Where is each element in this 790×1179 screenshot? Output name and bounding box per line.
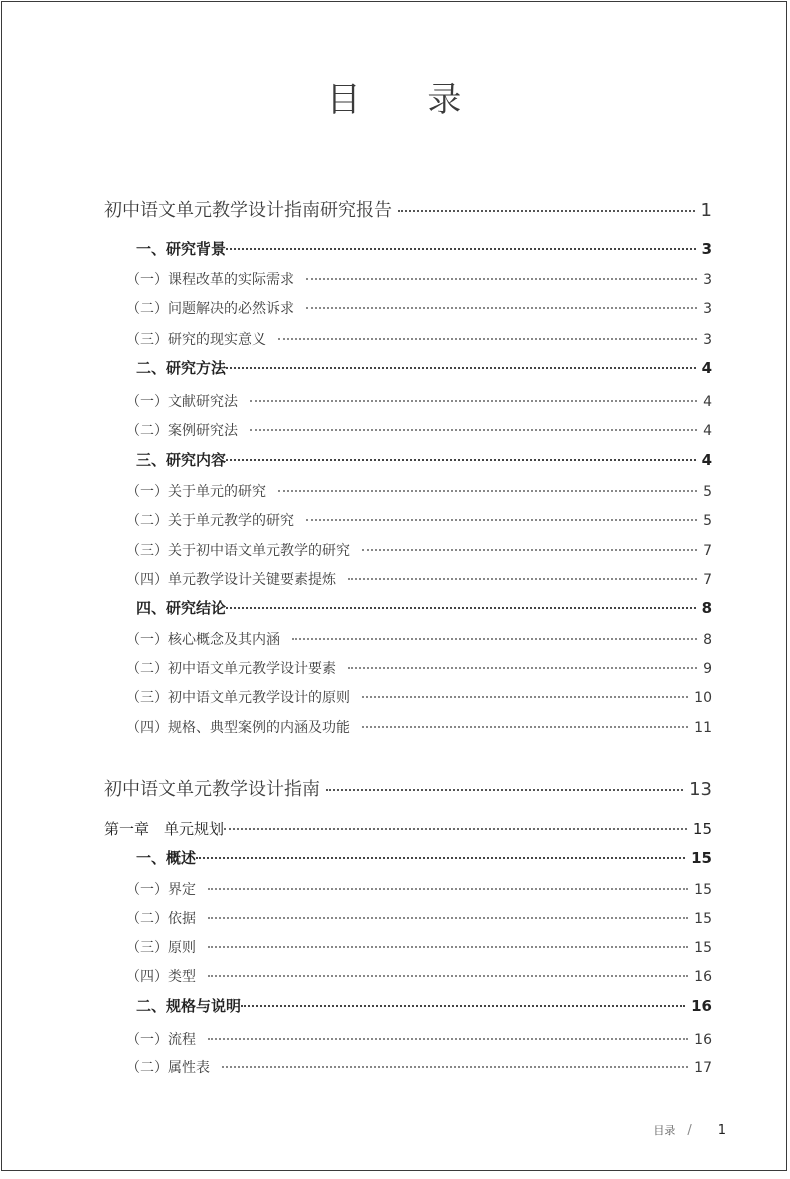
toc-page-number: 15 [692,820,712,838]
dot-leader [362,726,688,728]
toc-label: （二）初中语文单元教学设计要素 [126,661,336,677]
toc-page-number: 4 [703,394,712,410]
dot-leader [224,828,687,830]
toc-section[interactable] [136,449,712,470]
dot-leader [226,248,696,250]
toc-subsection[interactable] [126,269,712,289]
toc-section[interactable] [136,995,712,1016]
toc-page [1,1,787,1171]
toc-chapter[interactable] [104,818,712,839]
toc-label: 第一章 单元规划 [104,820,225,838]
dot-leader [226,459,696,461]
toc-label: （四）类型 [126,969,196,985]
toc-page-number: 15 [691,849,712,867]
footer-separator: / [687,1123,692,1138]
dot-leader [278,338,697,340]
toc-section[interactable] [136,847,712,868]
toc-part[interactable] [104,775,712,801]
toc-label: （一）课程改革的实际需求 [126,272,294,288]
toc-page-number: 8 [701,599,712,617]
toc-subsection[interactable] [126,658,712,678]
toc-page-number: 16 [694,969,712,985]
toc-page-number: 17 [694,1060,712,1076]
toc-label: 二、研究方法 [136,359,227,377]
dot-leader [398,210,695,212]
toc-subsection[interactable] [126,1057,712,1077]
page-title: 目 录 [326,80,490,120]
toc-page-number: 4 [701,451,712,469]
toc-label: （三）原则 [126,940,196,956]
toc-label: （二）依据 [126,911,196,927]
toc-page-number: 15 [694,882,712,898]
toc-page-number: 5 [703,513,712,529]
toc-subsection[interactable] [126,966,712,986]
toc-page-number: 3 [703,332,712,348]
toc-page-number: 4 [703,423,712,439]
toc-subsection[interactable] [126,717,712,737]
footer-page-number: 1 [717,1123,726,1138]
toc-page-number: 11 [694,720,712,736]
toc-label: 四、研究结论 [136,599,227,617]
toc-label: （一）文献研究法 [126,394,238,410]
toc-label: （三）研究的现实意义 [126,332,266,348]
toc-page-number: 7 [703,572,712,588]
dot-leader [250,429,697,431]
toc-page-number: 16 [691,997,712,1015]
toc-page-number: 13 [689,779,712,800]
toc-subsection[interactable] [126,540,712,560]
dot-leader [348,667,697,669]
toc-label: （二）问题解决的必然诉求 [126,301,294,317]
toc-page-number: 4 [701,359,712,377]
toc-label: （一）界定 [126,882,196,898]
dot-leader [196,857,685,859]
toc-subsection[interactable] [126,937,712,957]
toc-page-number: 15 [694,940,712,956]
toc-page-number: 10 [694,690,712,706]
dot-leader [362,549,697,551]
toc-section[interactable] [136,238,712,259]
toc-page-number: 1 [700,200,712,221]
toc-subsection[interactable] [126,298,712,318]
toc-label: （三）关于初中语文单元教学的研究 [126,543,350,559]
toc-label: 三、研究内容 [136,451,227,469]
toc-page-number: 3 [703,301,712,317]
dot-leader [208,946,688,948]
toc-page-number: 3 [701,240,712,258]
dot-leader [208,1038,688,1040]
dot-leader [362,696,688,698]
toc-page-number: 5 [703,484,712,500]
dot-leader [306,519,697,521]
toc-subsection[interactable] [126,1029,712,1049]
toc-page-number: 9 [703,661,712,677]
dot-leader [306,307,697,309]
toc-subsection[interactable] [126,391,712,411]
dot-leader [326,789,683,791]
toc-label: （四）规格、典型案例的内涵及功能 [126,720,350,736]
toc-label: （一）核心概念及其内涵 [126,632,280,648]
toc-label: （二）属性表 [126,1060,210,1076]
toc-subsection[interactable] [126,879,712,899]
dot-leader [222,1066,688,1068]
toc-subsection[interactable] [126,510,712,530]
toc-label: （四）单元教学设计关键要素提炼 [126,572,336,588]
toc-subsection[interactable] [126,687,712,707]
toc-label: （二）关于单元教学的研究 [126,513,294,529]
toc-subsection[interactable] [126,569,712,589]
dot-leader [208,917,688,919]
toc-label: 初中语文单元教学设计指南 [104,779,320,800]
dot-leader [292,638,697,640]
toc-label: 二、规格与说明 [136,997,242,1015]
footer-label: 目录 [653,1124,676,1137]
dot-leader [226,607,696,609]
toc-page-number: 3 [703,272,712,288]
toc-page-number: 15 [694,911,712,927]
toc-page-number: 8 [703,632,712,648]
toc-part[interactable] [104,196,712,222]
toc-subsection[interactable] [126,908,712,928]
toc-section[interactable] [136,357,712,378]
toc-label: 一、研究背景 [136,240,227,258]
dot-leader [208,888,688,890]
toc-label: 一、概述 [136,849,197,867]
dot-leader [226,367,696,369]
dot-leader [241,1005,685,1007]
toc-page-number: 16 [694,1032,712,1048]
toc-label: （三）初中语文单元教学设计的原则 [126,690,350,706]
toc-label: （一）关于单元的研究 [126,484,266,500]
toc-label: （二）案例研究法 [126,423,238,439]
toc-page-number: 7 [703,543,712,559]
toc-subsection[interactable] [126,420,712,440]
dot-leader [348,578,697,580]
toc-subsection[interactable] [126,629,712,649]
dot-leader [208,975,688,977]
dot-leader [250,400,697,402]
page-footer [653,1122,726,1138]
dot-leader [306,278,697,280]
toc-label: （一）流程 [126,1032,196,1048]
toc-subsection[interactable] [126,481,712,501]
toc-label: 初中语文单元教学设计指南研究报告 [104,200,392,221]
toc-section[interactable] [136,597,712,618]
toc-subsection[interactable] [126,329,712,349]
dot-leader [278,490,697,492]
